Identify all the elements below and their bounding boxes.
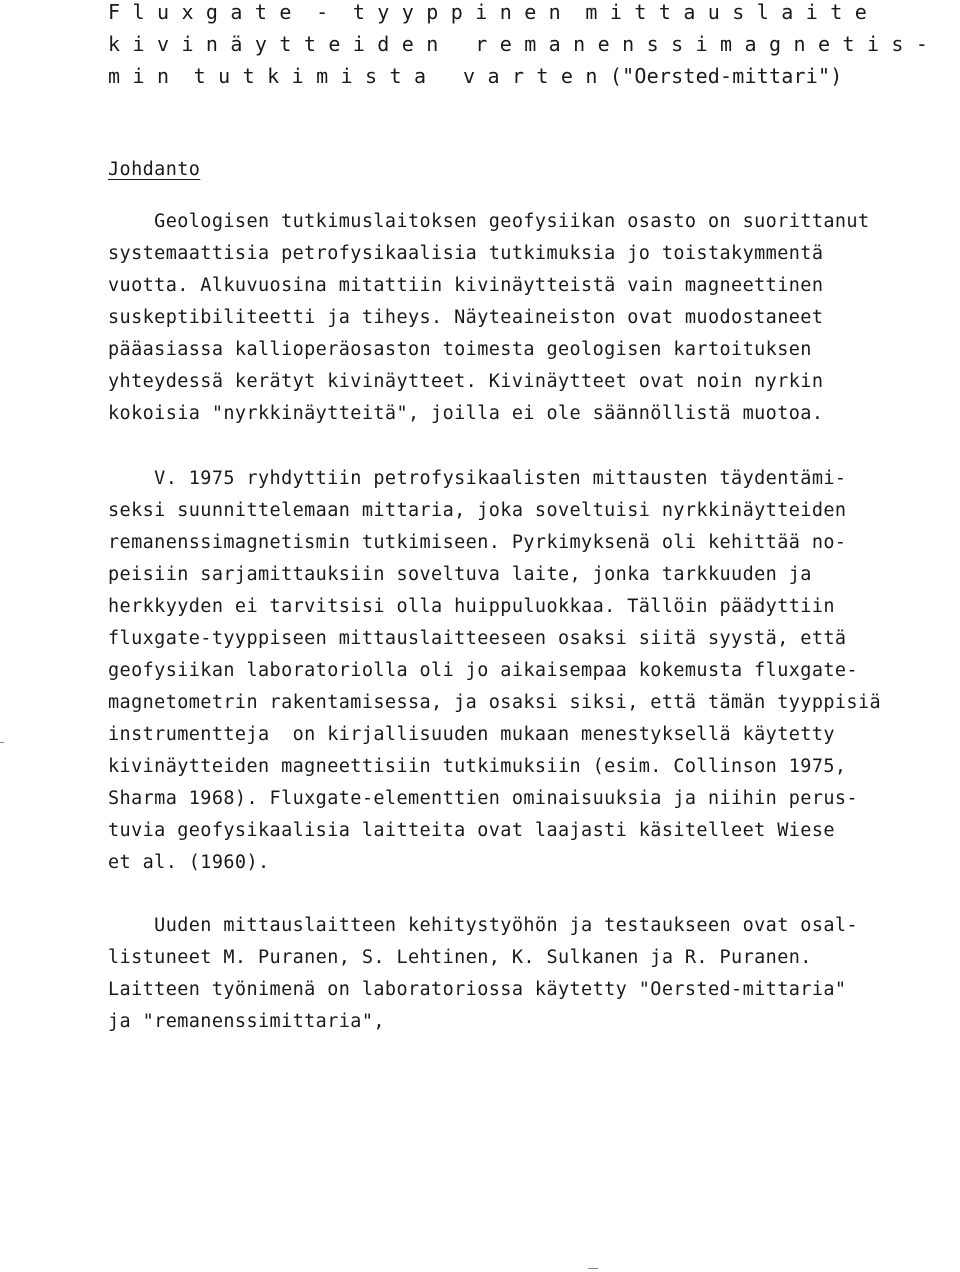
paragraph-1-line: vuotta. Alkuvuosina mitattiin kivinäytteistä vain magneettinen [108, 275, 824, 296]
section-heading: Johdanto [108, 159, 201, 180]
scan-speck [588, 1268, 598, 1269]
paragraph-1-line: yhteydessä kerätyt kivinäytteet. Kivinäytteet ovat noin nyrkin [108, 371, 824, 392]
paragraph-1-line: systemaattisia petrofysikaalisia tutkimuksia jo toistakymmentä [108, 243, 824, 264]
title-line-3: m i n t u t k i m i s t a v a r t e n ("Oersted-mittari") [108, 64, 843, 88]
paragraph-3-line: listuneet M. Puranen, S. Lehtinen, K. Sulkanen ja R. Puranen. [108, 947, 812, 968]
paragraph-2-line: kivinäytteiden magneettisiin tutkimuksiin (esim. Collinson 1975, [108, 756, 847, 777]
paragraph-3-line: ja "remanenssimittaria", [108, 1011, 385, 1032]
paragraph-1-line: suskeptibiliteetti ja tiheys. Näyteaineiston ovat muodostaneet [108, 307, 824, 328]
paragraph-1-line: Geologisen tutkimuslaitoksen geofysiikan osasto on suorittanut [108, 211, 870, 232]
paragraph-3-line: Laitteen työnimenä on laboratoriossa käytetty "Oersted-mittaria" [108, 979, 847, 1000]
paragraph-2-line: et al. (1960). [108, 852, 270, 873]
paragraph-2-line: herkkyyden ei tarvitsisi olla huippuluokkaa. Tällöin päädyttiin [108, 596, 835, 617]
title-line-2: k i v i n ä y t t e i d e n r e m a n e n s s i m a g n e t i s - [108, 32, 929, 56]
paragraph-2-line: tuvia geofysikaalisia laitteita ovat laajasti käsitelleet Wiese [108, 820, 835, 841]
paragraph-2-line: magnetometrin rakentamisessa, ja osaksi siksi, että tämän tyyppisiä [108, 692, 882, 713]
paragraph-2-line: Sharma 1968). Fluxgate-elementtien ominaisuuksia ja niihin perus- [108, 788, 858, 809]
paragraph-2-line: V. 1975 ryhdyttiin petrofysikaalisten mittausten täydentämi- [108, 468, 847, 489]
paragraph-2-line: instrumentteja on kirjallisuuden mukaan menestyksellä käytetty [108, 724, 835, 745]
paragraph-2-line: fluxgate-tyyppiseen mittauslaitteeseen osaksi siitä syystä, että [108, 628, 847, 649]
scan-speck [0, 742, 4, 743]
paragraph-1-line: pääasiassa kallioperäosaston toimesta geologisen kartoituksen [108, 339, 812, 360]
paragraph-2-line: remanenssimagnetismin tutkimiseen. Pyrkimyksenä oli kehittää no- [108, 532, 847, 553]
title-line-1: F l u x g a t e - t y y p p i n e n m i t t a u s l a i t e [108, 0, 867, 24]
paragraph-3-line: Uuden mittauslaitteen kehitystyöhön ja testaukseen ovat osal- [108, 915, 858, 936]
paragraph-2-line: seksi suunnittelemaan mittaria, joka soveltuisi nyrkkinäytteiden [108, 500, 847, 521]
paragraph-1-line: kokoisia "nyrkkinäytteitä", joilla ei ole säännöllistä muotoa. [108, 403, 824, 424]
paragraph-2-line: geofysiikan laboratoriolla oli jo aikaisempaa kokemusta fluxgate- [108, 660, 858, 681]
paragraph-2-line: peisiin sarjamittauksiin soveltuva laite, jonka tarkkuuden ja [108, 564, 812, 585]
